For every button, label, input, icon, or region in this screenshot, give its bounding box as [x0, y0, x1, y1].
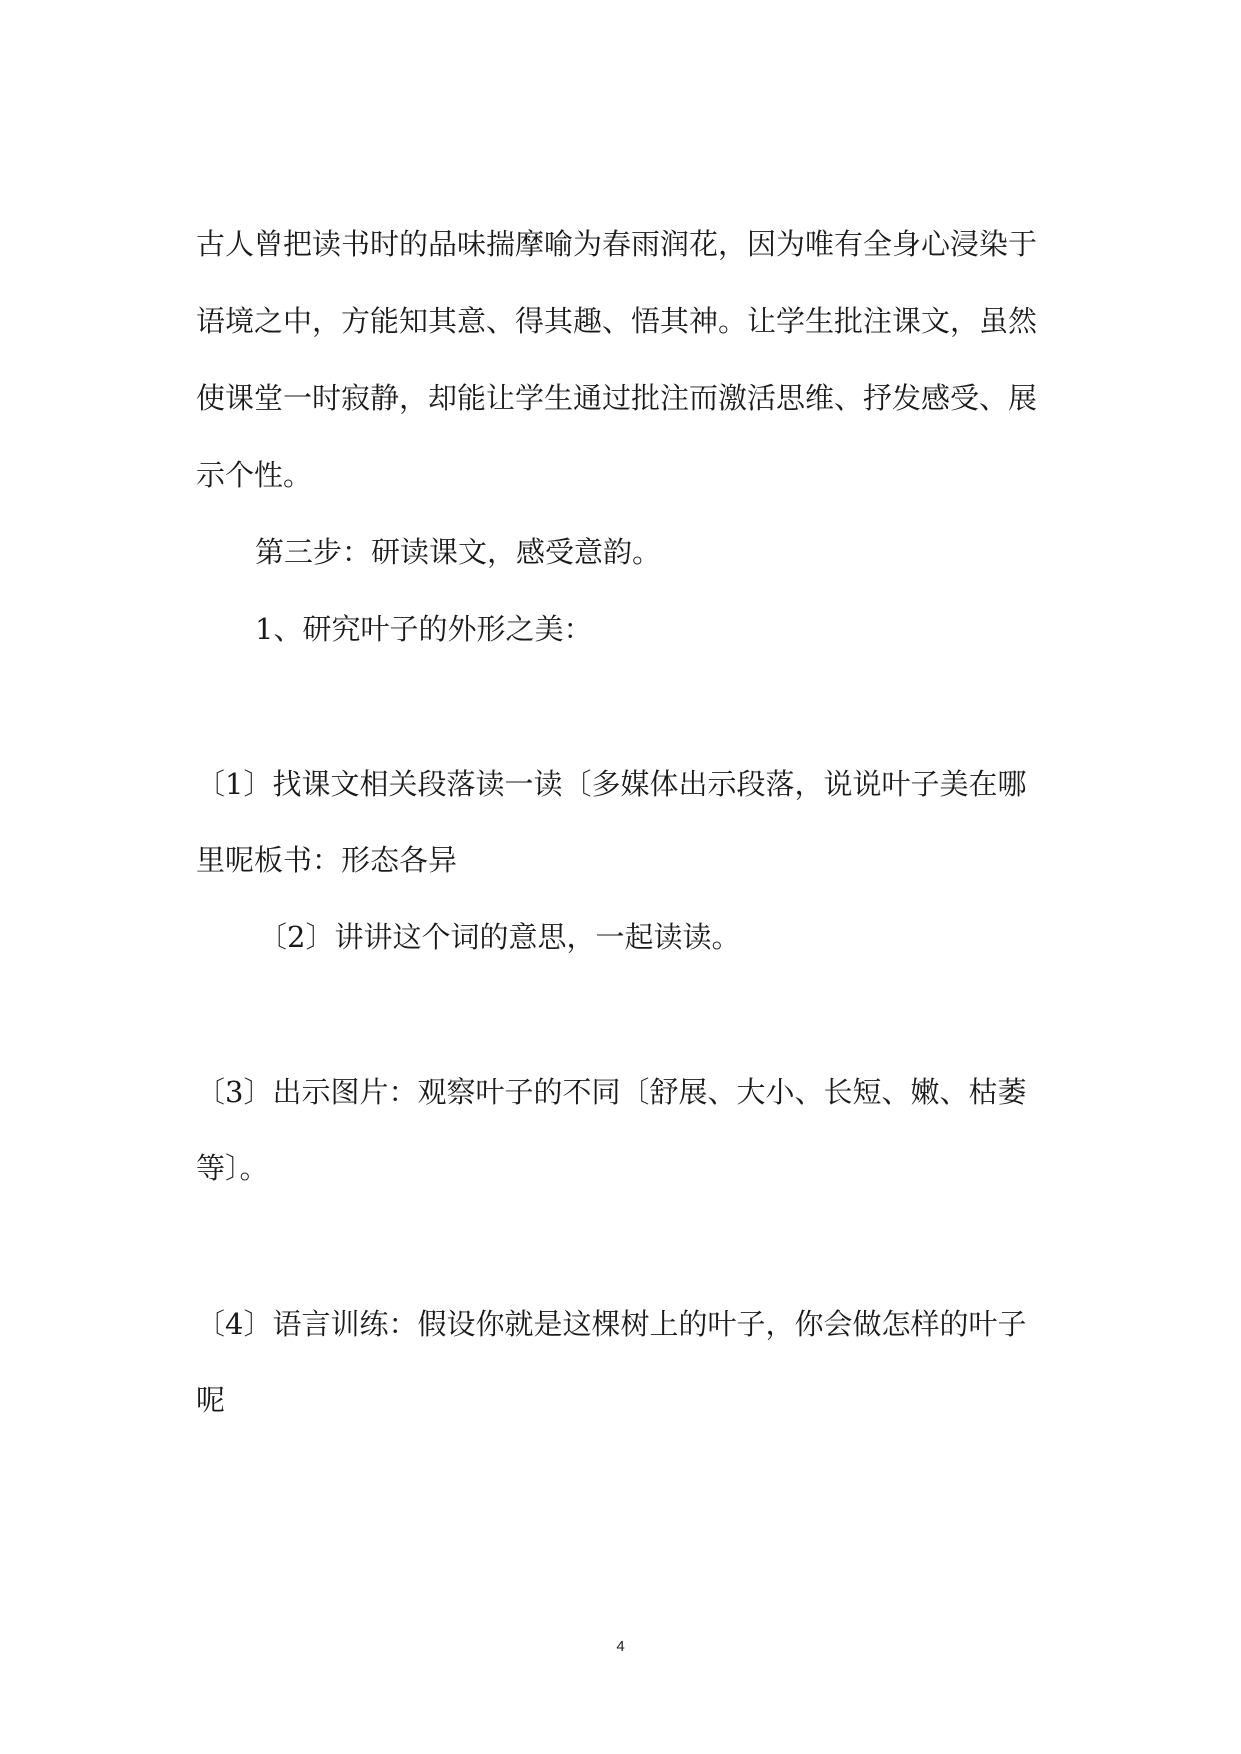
item-4-line-1: 〔4〕语言训练：假设你就是这棵树上的叶子，你会做怎样的叶子	[196, 1307, 1027, 1341]
page-number: 4	[616, 1638, 625, 1655]
paragraph-line-3: 使课堂一时寂静，却能让学生通过批注而激活思维、抒发感受、展	[196, 381, 1038, 415]
item-4-line-2: 呢	[196, 1383, 226, 1417]
paragraph-line-2: 语境之中，方能知其意、得其趣、悟其神。让学生批注课文，虽然	[196, 304, 1038, 338]
section-1-heading: 1、研究叶子的外形之美：	[255, 612, 593, 646]
item-1-line-1: 〔1〕找课文相关段落读一读〔多媒体出示段落，说说叶子美在哪	[196, 767, 1027, 801]
item-1-line-2: 里呢板书：形态各异	[196, 843, 458, 877]
paragraph-line-1: 古人曾把读书时的品味揣摩喻为春雨润花，因为唯有全身心浸染于	[196, 227, 1038, 261]
item-2: 〔2〕讲讲这个词的意思，一起读读。	[258, 920, 741, 954]
item-3-line-1: 〔3〕出示图片：观察叶子的不同〔舒展、大小、长短、嫩、枯萎	[196, 1075, 1027, 1109]
step-three-heading: 第三步：研读课文，感受意韵。	[255, 535, 662, 569]
paragraph-line-4: 示个性。	[196, 458, 313, 492]
item-3-line-2: 等〕。	[196, 1151, 269, 1185]
